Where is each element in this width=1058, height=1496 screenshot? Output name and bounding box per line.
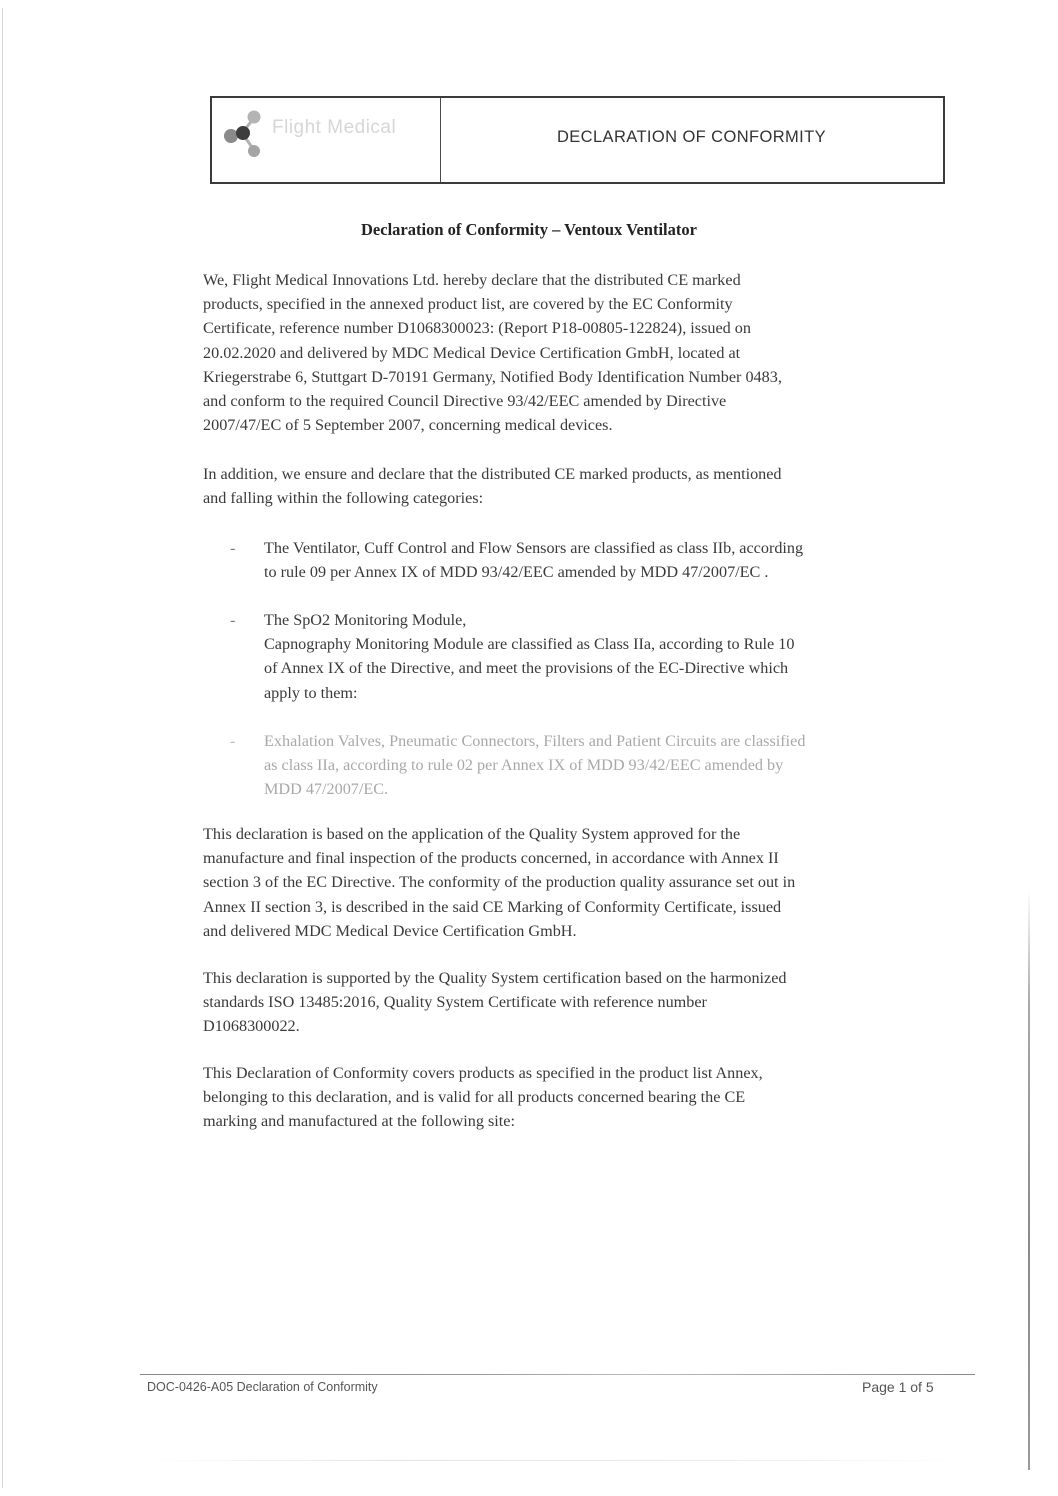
text-line: and delivered MDC Medical Device Certification GmbH. xyxy=(203,921,577,940)
scan-edge-right xyxy=(1028,890,1030,1470)
text-line: Capnography Monitoring Module are classified as Class IIa, according to Rule 10 xyxy=(264,635,795,654)
text-line: D1068300022. xyxy=(203,1017,300,1036)
text-line: to rule 09 per Annex IX of MDD 93/42/EEC amended by MDD 47/2007/EC . xyxy=(264,563,769,582)
text-line: MDD 47/2007/EC. xyxy=(264,780,389,799)
text-line: apply to them: xyxy=(264,683,358,702)
paragraph-iso-certification xyxy=(203,966,948,1039)
text-line: of Annex IX of the Directive, and meet the provisions of the EC-Directive which xyxy=(264,659,789,678)
text-line: Annex II section 3, is described in the said CE Marking of Conformity Certificate, issued xyxy=(203,897,782,916)
text-line: marking and manufactured at the following site: xyxy=(203,1112,515,1131)
company-logo xyxy=(220,104,430,164)
text-line: standards ISO 13485:2016, Quality System Certificate with reference number xyxy=(203,993,707,1012)
text-line: In addition, we ensure and declare that the distributed CE marked products, as mentioned xyxy=(203,465,782,483)
text-line: and falling within the following categories: xyxy=(203,489,484,508)
document-title: Declaration of Conformity – Ventoux Ventilator xyxy=(361,220,697,239)
text-line: Exhalation Valves, Pneumatic Connectors, Filters and Patient Circuits are classified xyxy=(264,732,806,750)
bullet-dash: - xyxy=(230,732,236,750)
text-line: manufacture and final inspection of the products concerned, in accordance with Annex II xyxy=(203,849,779,868)
bullet-dash: - xyxy=(230,539,236,557)
text-line: section 3 of the EC Directive. The conformity of the production quality assurance set out in xyxy=(203,873,796,892)
paragraph-quality-system xyxy=(203,822,948,943)
text-line: 20.02.2020 and delivered by MDC Medical Device Certification GmbH, located at xyxy=(203,343,741,362)
footer-divider xyxy=(140,1374,975,1375)
text-line: and conform to the required Council Directive 93/42/EEC amended by Directive xyxy=(203,392,727,411)
molecule-logo-icon xyxy=(220,104,270,164)
header-title: DECLARATION OF CONFORMITY xyxy=(556,128,827,146)
paragraph-scope xyxy=(203,1061,948,1134)
text-line: Certificate, reference number D1068300023: (Report P18-00805-122824), issued on xyxy=(203,319,751,338)
text-line: belonging to this declaration, and is valid for all products concerned bearing the CE xyxy=(203,1088,746,1107)
text-line: This declaration is supported by the Quality System certification based on the harmonized xyxy=(203,969,787,987)
text-line: 2007/47/EC of 5 September 2007, concerning medical devices. xyxy=(203,416,613,435)
text-line: as class IIa, according to rule 02 per Annex IX of MDD 93/42/EEC amended by xyxy=(264,756,784,775)
text-line: The Ventilator, Cuff Control and Flow Sensors are classified as class IIb, according xyxy=(264,539,804,557)
scan-artifact-line xyxy=(140,1460,975,1461)
paragraph-declaration xyxy=(203,268,948,437)
text-line: products, specified in the annexed product list, are covered by the EC Conformity xyxy=(203,295,733,314)
text-line: The SpO2 Monitoring Module, xyxy=(264,611,467,629)
text-line: We, Flight Medical Innovations Ltd. hereby declare that the distributed CE marked xyxy=(203,271,741,289)
document-header xyxy=(210,96,945,184)
footer-page-number: Page 1 of 5 xyxy=(862,1379,934,1395)
bullet-dash: - xyxy=(230,611,236,629)
paragraph-categories-intro xyxy=(203,462,948,510)
footer-document-reference: DOC-0426-A05 Declaration of Conformity xyxy=(147,1380,378,1394)
text-line: This declaration is based on the application of the Quality System approved for the xyxy=(203,825,741,843)
text-line: Kriegerstrabe 6, Stuttgart D-70191 Germany, Notified Body Identification Number 0483, xyxy=(203,367,782,386)
logo-text: Flight Medical xyxy=(272,117,397,138)
text-line: This Declaration of Conformity covers products as specified in the product list Annex, xyxy=(203,1064,763,1082)
